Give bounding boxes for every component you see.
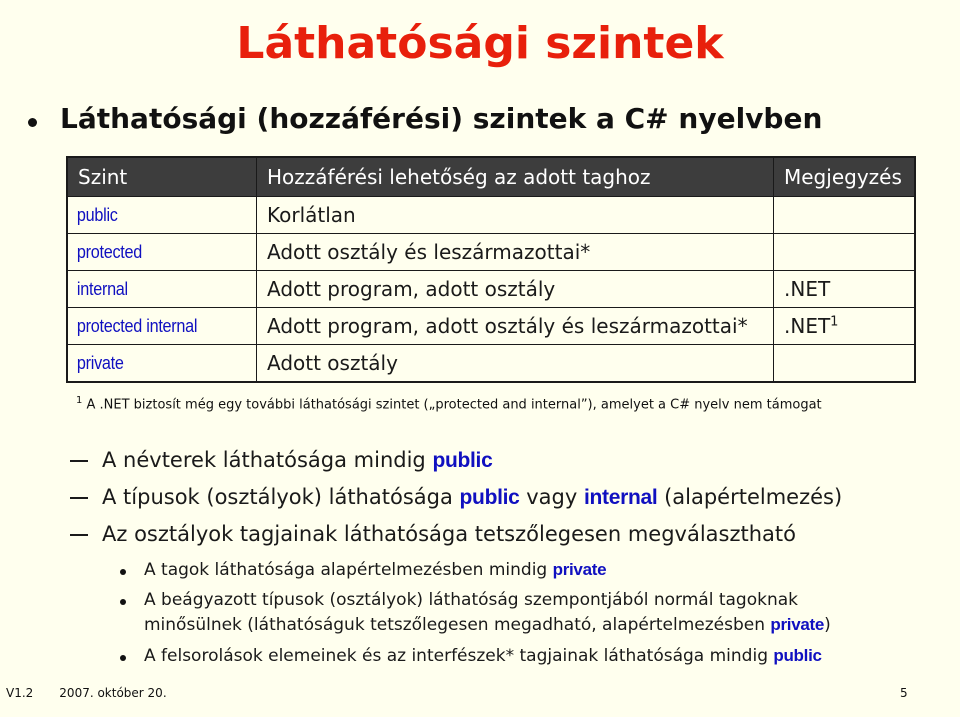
- point-text: A típusok (osztályok) láthatósága: [102, 485, 460, 509]
- sub-point-text-line2: minősülnek (láthatóságuk tetszőlegesen megadható, alapértelmezésben: [144, 615, 771, 635]
- sub-point-text: A beágyazott típusok (osztályok) láthatóság szempontjából normál tagoknak: [144, 590, 799, 610]
- access-cell: Korlátlan: [257, 197, 774, 234]
- access-cell: Adott osztály és leszármazottai*: [257, 234, 774, 271]
- access-cell: Adott program, adott osztály és leszármazottai*: [257, 308, 774, 345]
- keyword: public: [773, 646, 822, 665]
- footnote-marker: 1: [830, 314, 839, 330]
- keyword: internal: [583, 486, 658, 509]
- access-cell: Adott program, adott osztály: [257, 271, 774, 308]
- table-row: [67, 234, 915, 271]
- footnote: [76, 395, 822, 412]
- footnote-text: A .NET biztosít még egy további láthatósági szintet („protected and internal”), amelyet a C# nyelv nem támogat: [86, 397, 822, 413]
- keyword: public: [459, 486, 520, 509]
- note-cell: [774, 197, 916, 234]
- point-text: (alapértelmezés): [657, 485, 843, 509]
- sub-point-text-tail: ): [824, 615, 831, 635]
- dash-icon: [70, 534, 88, 536]
- point-text: Az osztályok tagjainak láthatósága tetszőlegesen megválasztható: [102, 522, 797, 546]
- dash-icon: [70, 460, 88, 462]
- bullet-dot-icon: [120, 599, 126, 605]
- table-row: [67, 271, 915, 308]
- dash-icon: [70, 497, 88, 499]
- visibility-table: [66, 156, 916, 383]
- header-note: Megjegyzés: [774, 157, 916, 197]
- bullet-dot-icon: [28, 118, 37, 127]
- keyword: private: [552, 560, 607, 579]
- table-row: [67, 308, 915, 345]
- level-cell: protected: [67, 234, 238, 271]
- footer-left: [6, 686, 167, 700]
- table-row: [67, 345, 915, 383]
- footer-version: V1.2: [6, 686, 34, 700]
- slide-title: Láthatósági szintek: [236, 18, 724, 69]
- keyword: private: [770, 615, 825, 634]
- sub-point-text: A felsorolások elemeinek és az interfészek* tagjainak láthatósága mindig: [144, 646, 774, 666]
- level-cell: private: [67, 345, 238, 383]
- level-cell: internal: [67, 271, 238, 308]
- point-text: vagy: [519, 485, 584, 509]
- note-cell: [774, 234, 916, 271]
- keyword: public: [432, 449, 493, 472]
- footer-date: 2007. október 20.: [59, 686, 167, 700]
- note-cell: .NET: [774, 271, 916, 308]
- note-cell: [774, 308, 916, 345]
- bullet-dot-icon: [120, 569, 126, 575]
- page-number: 5: [900, 686, 908, 700]
- bullet-dot-icon: [120, 655, 126, 661]
- header-access: Hozzáférési lehetőség az adott taghoz: [257, 157, 774, 197]
- table-row: [67, 197, 915, 234]
- sub-point-text: A tagok láthatósága alapértelmezésben mindig: [144, 560, 553, 580]
- level-cell: protected internal: [67, 308, 238, 345]
- main-bullet-text: Láthatósági (hozzáférési) szintek a C# nyelvben: [60, 102, 823, 135]
- table-header-row: [67, 157, 915, 197]
- note-cell: [774, 345, 916, 383]
- access-cell: Adott osztály: [257, 345, 774, 383]
- point-text: A névterek láthatósága mindig: [102, 448, 433, 472]
- level-cell: public: [67, 197, 238, 234]
- note-text: .NET: [784, 314, 831, 338]
- footnote-number: 1: [76, 395, 83, 406]
- header-level: Szint: [67, 157, 257, 197]
